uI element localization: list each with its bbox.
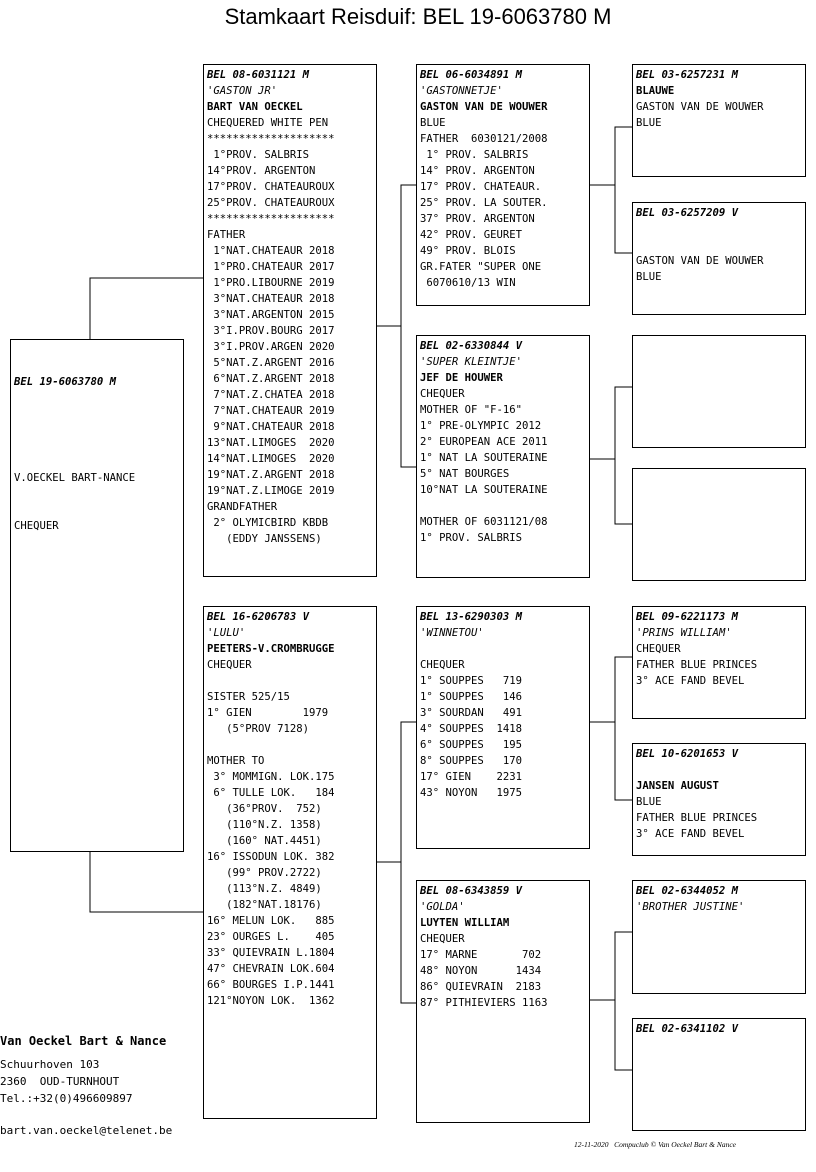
info-line: (36°PROV. 752) [207, 803, 322, 815]
info-line: (5°PROV 7128) [207, 723, 310, 735]
pigeon-name: 'BROTHER JUSTINE' [636, 901, 745, 913]
pigeon-name: 'GASTONNETJE' [420, 85, 503, 97]
info-line: 17° GIEN 2231 [420, 771, 523, 783]
info-line: 17°PROV. CHATEAUROUX [207, 181, 335, 193]
info-line [420, 498, 586, 514]
info-line: 14°NAT.LIMOGES 2020 [207, 453, 335, 465]
info-line [207, 673, 373, 689]
pigeon-name: 'SUPER KLEINTJE' [420, 356, 523, 368]
info-line: (EDDY JANSSENS) [207, 533, 322, 545]
info-line: 14° PROV. ARGENTON [420, 165, 535, 177]
ring-number: BEL 03-6257209 V [636, 207, 739, 219]
ring-number: BEL 08-6343859 V [420, 885, 523, 897]
pigeon-name [636, 762, 802, 778]
breeder-address [0, 1033, 166, 1107]
info-line: 121°NOYON LOK. 1362 [207, 995, 335, 1007]
ring-number: BEL 19-6063780 M [14, 376, 117, 388]
info-line: 37° PROV. ARGENTON [420, 213, 535, 225]
info-line: 87° PITHIEVIERS 1163 [420, 997, 548, 1009]
maternal-grandmother-card [416, 880, 590, 1123]
info-line: 1°NAT.CHATEAUR 2018 [207, 245, 335, 257]
info-line: 5°NAT.Z.ARGENT 2016 [207, 357, 335, 369]
info-line: 1° PROV. SALBRIS [420, 532, 523, 544]
info-line: FATHER BLUE PRINCES [636, 659, 758, 671]
info-line: BLUE [636, 271, 662, 283]
info-line: 66° BOURGES I.P.1441 [207, 979, 335, 991]
info-line: 7°NAT.CHATEAUR 2019 [207, 405, 335, 417]
breeder-street: Schuurhoven 103 [0, 1058, 100, 1071]
info-line [207, 737, 373, 753]
info-line: 17° MARNE 702 [420, 949, 542, 961]
info-line: 17° PROV. CHATEAUR. [420, 181, 542, 193]
info-line: (113°N.Z. 4849) [207, 883, 322, 895]
info-line: BLUE [636, 796, 662, 808]
ring-number: BEL 02-6330844 V [420, 340, 523, 352]
info-line: 1° PRE-OLYMPIC 2012 [420, 420, 542, 432]
footer-credit: 12-11-2020 Compuclub © Van Oeckel Bart & Nance [574, 1140, 736, 1149]
info-line: 13°NAT.LIMOGES 2020 [207, 437, 335, 449]
pigeon-name: 'GOLDA' [420, 901, 465, 913]
info-line: GASTON VAN DE WOUWER [636, 101, 764, 113]
info-line: FATHER [207, 229, 246, 241]
info-line: CHEQUER [420, 659, 465, 671]
breeder-city: 2360 OUD-TURNHOUT [0, 1075, 120, 1088]
pigeon-name: 'WINNETOU' [420, 627, 484, 639]
owner-name: LUYTEN WILLIAM [420, 917, 510, 929]
info-line: 1°PRO.CHATEAUR 2017 [207, 261, 335, 273]
info-line: 19°NAT.Z.LIMOGE 2019 [207, 485, 335, 497]
father-card [203, 64, 377, 577]
info-line: CHEQUER [207, 659, 252, 671]
maternal-grandfather-card [416, 606, 590, 849]
info-line: 19°NAT.Z.ARGENT 2018 [207, 469, 335, 481]
ring-number: BEL 03-6257231 M [636, 69, 739, 81]
info-line: (182°NAT.18176) [207, 899, 322, 911]
ring-number: BEL 06-6034891 M [420, 69, 523, 81]
info-line: 2° OLYMICBIRD KBDB [207, 517, 329, 529]
info-line: (110°N.Z. 1358) [207, 819, 322, 831]
info-line: 8° SOUPPES 170 [420, 755, 523, 767]
paternal-grandmother-card [416, 335, 590, 578]
pigeon-name: 'LULU' [207, 627, 246, 639]
info-line: CHEQUERED WHITE PEN [207, 117, 329, 129]
info-line: 43° NOYON 1975 [420, 787, 523, 799]
info-line: 6°NAT.Z.ARGENT 2018 [207, 373, 335, 385]
breeder-email[interactable]: bart.van.oeckel@telenet.be [0, 1124, 173, 1137]
info-line: 3°I.PROV.ARGEN 2020 [207, 341, 335, 353]
info-line: 3° MOMMIGN. LOK.175 [207, 771, 335, 783]
ring-number: BEL 02-6344052 M [636, 885, 739, 897]
info-line: CHEQUER [420, 933, 465, 945]
info-line: 16° MELUN LOK. 885 [207, 915, 335, 927]
page-title: Stamkaart Reisduif: BEL 19-6063780 M [224, 4, 612, 29]
mother-card [203, 606, 377, 1119]
info-line: 1° SOUPPES 719 [420, 675, 523, 687]
pigeon-name: 'GASTON JR' [207, 85, 278, 97]
owner-name [636, 237, 802, 253]
ring-number: BEL 08-6031121 M [207, 69, 310, 81]
info-line: 42° PROV. GEURET [420, 229, 523, 241]
info-line: 6070610/13 WIN [420, 277, 516, 289]
breeder-name: Van Oeckel Bart & Nance [0, 1034, 167, 1048]
info-line: 3°NAT.ARGENTON 2015 [207, 309, 335, 321]
great-grandparent-card [632, 1018, 806, 1131]
info-line: MOTHER OF "F-16" [420, 404, 523, 416]
info-line: FATHER BLUE PRINCES [636, 812, 758, 824]
pigeon-name [636, 221, 802, 237]
ring-number: BEL 10-6201653 V [636, 748, 739, 760]
info-line: BLUE [636, 117, 662, 129]
info-line: 47° CHEVRAIN LOK.604 [207, 963, 335, 975]
great-grandparent-card [632, 743, 806, 856]
info-line: 16° ISSODUN LOK. 382 [207, 851, 335, 863]
info-line: 7°NAT.Z.CHATEA 2018 [207, 389, 335, 401]
info-line: SISTER 525/15 [207, 691, 290, 703]
great-grandparent-card [632, 606, 806, 719]
info-line: 25°PROV. CHATEAUROUX [207, 197, 335, 209]
info-line: 25° PROV. LA SOUTER. [420, 197, 548, 209]
info-line: 3° ACE FAND BEVEL [636, 828, 745, 840]
info-line: (99° PROV.2722) [207, 867, 322, 879]
info-line: 1° NAT LA SOUTERAINE [420, 452, 548, 464]
info-line: 3°NAT.CHATEAUR 2018 [207, 293, 335, 305]
info-line: 4° SOUPPES 1418 [420, 723, 523, 735]
info-line [14, 422, 180, 438]
owner-name: BLAUWE [636, 85, 675, 97]
owner-name [420, 641, 586, 657]
info-line: MOTHER TO [207, 755, 265, 767]
info-line: (160° NAT.4451) [207, 835, 322, 847]
info-line: 1° GIEN 1979 [207, 707, 329, 719]
great-grandparent-card [632, 468, 806, 581]
info-line: CHEQUER [420, 388, 465, 400]
pigeon-name: 'PRINS WILLIAM' [636, 627, 732, 639]
info-line: FATHER 6030121/2008 [420, 133, 548, 145]
info-line: 6° TULLE LOK. 184 [207, 787, 335, 799]
owner-name: JEF DE HOUWER [420, 372, 503, 384]
paternal-grandfather-card [416, 64, 590, 306]
info-line: ******************** [207, 133, 335, 145]
info-line: 6° SOUPPES 195 [420, 739, 523, 751]
info-line: 1°PROV. SALBRIS [207, 149, 310, 161]
info-line: 3°I.PROV.BOURG 2017 [207, 325, 335, 337]
info-line: GASTON VAN DE WOUWER [636, 255, 764, 267]
info-line: BLUE [420, 117, 446, 129]
great-grandparent-card [632, 880, 806, 994]
info-line: V.OECKEL BART-NANCE [14, 472, 136, 484]
breeder-phone: Tel.:+32(0)496609897 [0, 1092, 133, 1105]
info-line: 1° SOUPPES 146 [420, 691, 523, 703]
info-line: 33° QUIEVRAIN L.1804 [207, 947, 335, 959]
great-grandparent-card [632, 335, 806, 448]
info-line: 23° OURGES L. 405 [207, 931, 335, 943]
ring-number: BEL 02-6341102 V [636, 1023, 739, 1035]
info-line: CHEQUER [14, 520, 59, 532]
info-line: 49° PROV. BLOIS [420, 245, 516, 257]
subject-pigeon-card [10, 339, 184, 852]
info-line: 14°PROV. ARGENTON [207, 165, 316, 177]
info-line: 5° NAT BOURGES [420, 468, 510, 480]
owner-name: PEETERS-V.CROMBRUGGE [207, 643, 335, 655]
info-line: 3° SOURDAN 491 [420, 707, 523, 719]
ring-number: BEL 09-6221173 M [636, 611, 739, 623]
info-line: 86° QUIEVRAIN 2183 [420, 981, 542, 993]
owner-name: BART VAN OECKEL [207, 101, 303, 113]
info-line: GR.FATER "SUPER ONE [420, 261, 542, 273]
great-grandparent-card [632, 202, 806, 315]
ring-number: BEL 13-6290303 M [420, 611, 523, 623]
ring-number: BEL 16-6206783 V [207, 611, 310, 623]
info-line: CHEQUER [636, 643, 681, 655]
info-line: 1°PRO.LIBOURNE 2019 [207, 277, 335, 289]
info-line: 48° NOYON 1434 [420, 965, 542, 977]
info-line: 1° PROV. SALBRIS [420, 149, 529, 161]
great-grandparent-card [632, 64, 806, 177]
info-line: MOTHER OF 6031121/08 [420, 516, 548, 528]
info-line: 9°NAT.CHATEAUR 2018 [207, 421, 335, 433]
owner-name: JANSEN AUGUST [636, 780, 719, 792]
info-line: ******************** [207, 213, 335, 225]
info-line: 10°NAT LA SOUTERAINE [420, 484, 548, 496]
info-line: GRANDFATHER [207, 501, 278, 513]
info-line: 2° EUROPEAN ACE 2011 [420, 436, 548, 448]
info-line: 3° ACE FAND BEVEL [636, 675, 745, 687]
owner-name: GASTON VAN DE WOUWER [420, 101, 548, 113]
